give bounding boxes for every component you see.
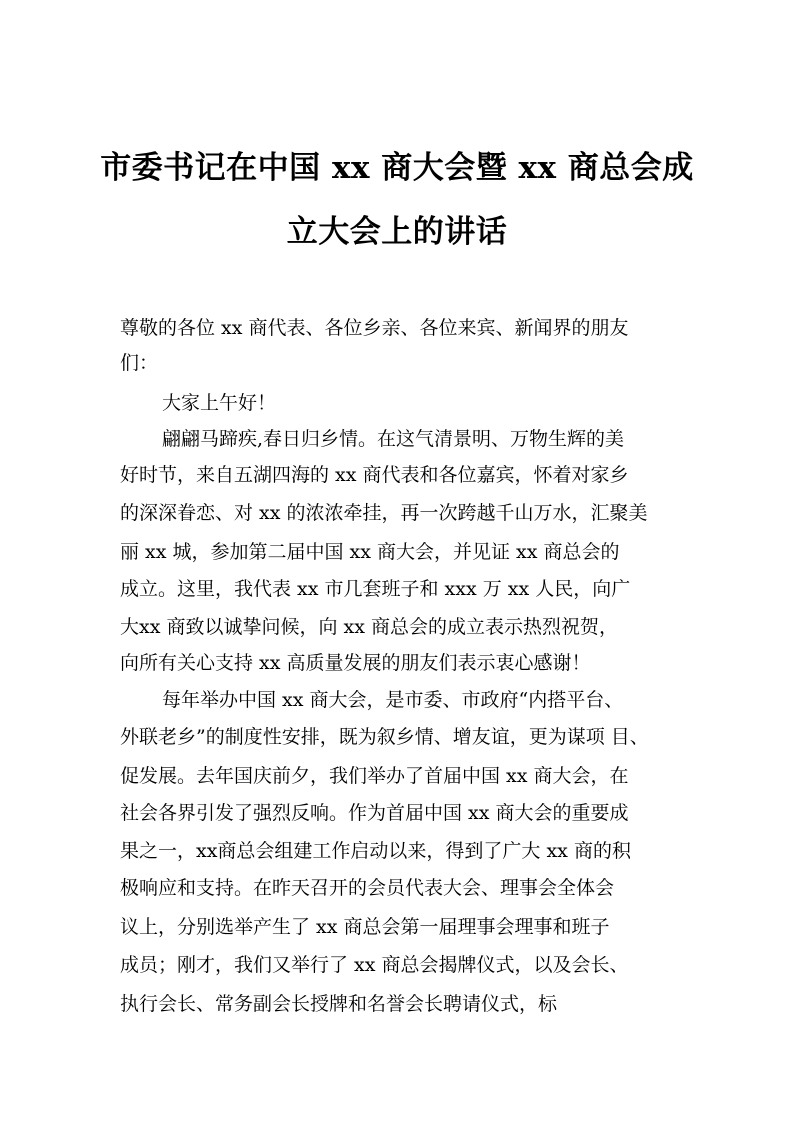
document-title-line-2: 立大会上的讲话 (286, 214, 508, 250)
body-line-7: 丽 xx 城，参加第二届中国 xx 商大会，并见证 xx 商总会的 (120, 541, 620, 563)
body-line-17: 议上，分别选举产生了 xx 商总会第一届理事会理事和班子 (120, 916, 610, 938)
body-line-19: 执行会长、常务副会长授牌和名誉会长聘请仪式，标 (120, 993, 558, 1015)
body-line-15: 果之一，xx商总会组建工作启动以来，得到了广大 xx 商的积 (120, 840, 631, 862)
body-line-11: 每年举办中国 xx 商大会，是市委、市政府“内搭平台、 (162, 689, 624, 711)
body-line-3: 大家上午好！ (162, 392, 277, 414)
body-line-8: 成立。这里，我代表 xx 市几套班子和 xxx 万 xx 人民，向广 (120, 578, 631, 600)
body-line-5: 好时节，来自五湖四海的 xx 商代表和各位嘉宾，怀着对家乡 (120, 464, 629, 486)
body-line-2: 们： (120, 352, 159, 374)
body-line-10: 向所有关心支持 xx 高质量发展的朋友们表示衷心感谢！ (120, 652, 591, 674)
body-line-4: 翩翩马蹄疾,春日归乡情。在这气清景明、万物生辉的美 (162, 428, 625, 450)
body-line-6: 的深深眷恋、对 xx 的浓浓牵挂，再一次跨越千山万水，汇聚美 (120, 502, 648, 524)
body-line-1: 尊敬的各位 xx 商代表、各位乡亲、各位来宾、新闻界的朋友 (120, 317, 629, 339)
body-line-18: 成员；刚才，我们又举行了 xx 商总会揭牌仪式，以及会长、 (120, 954, 629, 976)
body-line-14: 社会各界引发了强烈反响。作为首届中国 xx 商大会的重要成 (120, 802, 629, 824)
body-line-12: 外联老乡”的制度性安排，既为叙乡情、增友谊，更为谋项 目、 (120, 726, 649, 748)
body-line-9: 大xx 商致以诚挚问候，向 xx 商总会的成立表示热烈祝贺， (120, 616, 618, 638)
body-line-16: 极响应和支持。在昨天召开的会员代表大会、理事会全体会 (120, 877, 615, 899)
body-line-13: 促发展。去年国庆前夕，我们举办了首届中国 xx 商大会，在 (120, 765, 629, 787)
document-title-line-1: 市委书记在中国 xx 商大会暨 xx 商总会成 (100, 150, 694, 186)
